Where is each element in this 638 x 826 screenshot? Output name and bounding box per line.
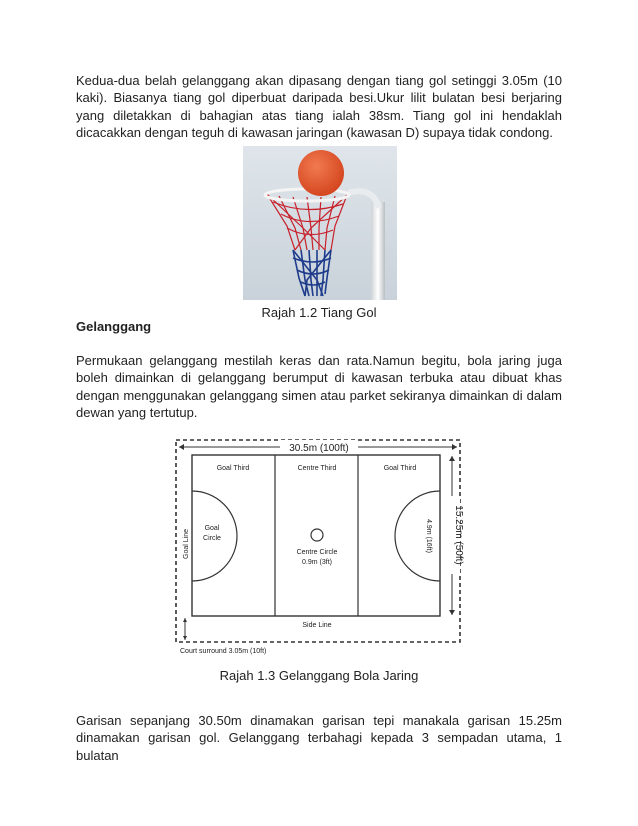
section-heading: Gelanggang — [76, 319, 152, 334]
court-svg — [170, 434, 466, 658]
label-goal-circle-2: Circle — [203, 535, 221, 542]
label-court-surround: Court surround 3.05m (10ft) — [180, 648, 267, 655]
length-label: 30.5m (100ft) — [289, 443, 349, 454]
goal-post-photo — [243, 146, 397, 300]
label-goal-third-left: Goal Third — [216, 465, 250, 472]
paragraph-court-lines: Garisan sepanjang 30.50m dinamakan garisan tepi manakala garisan 15.25m dinamakan garisan gol. Gelanggang terbahagi kepada 3 sempadan utama, 1 bulatan — [76, 713, 562, 763]
netball-court-diagram — [170, 434, 466, 658]
court-outline — [192, 455, 440, 616]
paragraph-goal-post: Kedua-dua belah gelanggang akan dipasang dengan tiang gol setinggi 3.05m (10 kaki). Biasanya tiang gol diperbuat daripada besi.Ukur lilit bulatan besi berjaring yang diletakkan di bahagian atas tiang ialah 38sm. Tiang gol ini hendaklah dicacakkan dengan teguh di kawasan jaringan (kawasan D) supaya tidak condong. — [76, 73, 562, 141]
width-label: 15.25m (50ft) — [453, 505, 464, 565]
goal-post-image — [243, 146, 397, 300]
label-centre-circle-2: 0.9m (3ft) — [302, 559, 332, 566]
caption-court: Rajah 1.3 Gelanggang Bola Jaring — [219, 668, 419, 683]
label-goal-third-right: Goal Third — [383, 465, 417, 472]
label-goal-line: Goal Line — [183, 529, 190, 559]
caption-goal-post: Rajah 1.2 Tiang Gol — [261, 305, 377, 320]
label-goal-circle-1: Goal — [204, 525, 220, 532]
label-centre-circle-1: Centre Circle — [296, 549, 338, 556]
paragraph-court-surface: Permukaan gelanggang mestilah keras dan rata.Namun begitu, bola jaring juga boleh dimainkan di gelanggang berumput di kawasan terbuka atau dibuat khas dengan menggunakan gelanggang simen atau parket sekiranya dimainkan di dalam dewan yang tertutup. — [76, 353, 562, 421]
centre-circle — [311, 529, 323, 541]
label-side-line: Side Line — [302, 622, 332, 629]
goal-circle-right — [395, 491, 440, 581]
label-centre-third: Centre Third — [297, 465, 337, 472]
label-radius: 4.9m (16ft) — [425, 519, 432, 553]
